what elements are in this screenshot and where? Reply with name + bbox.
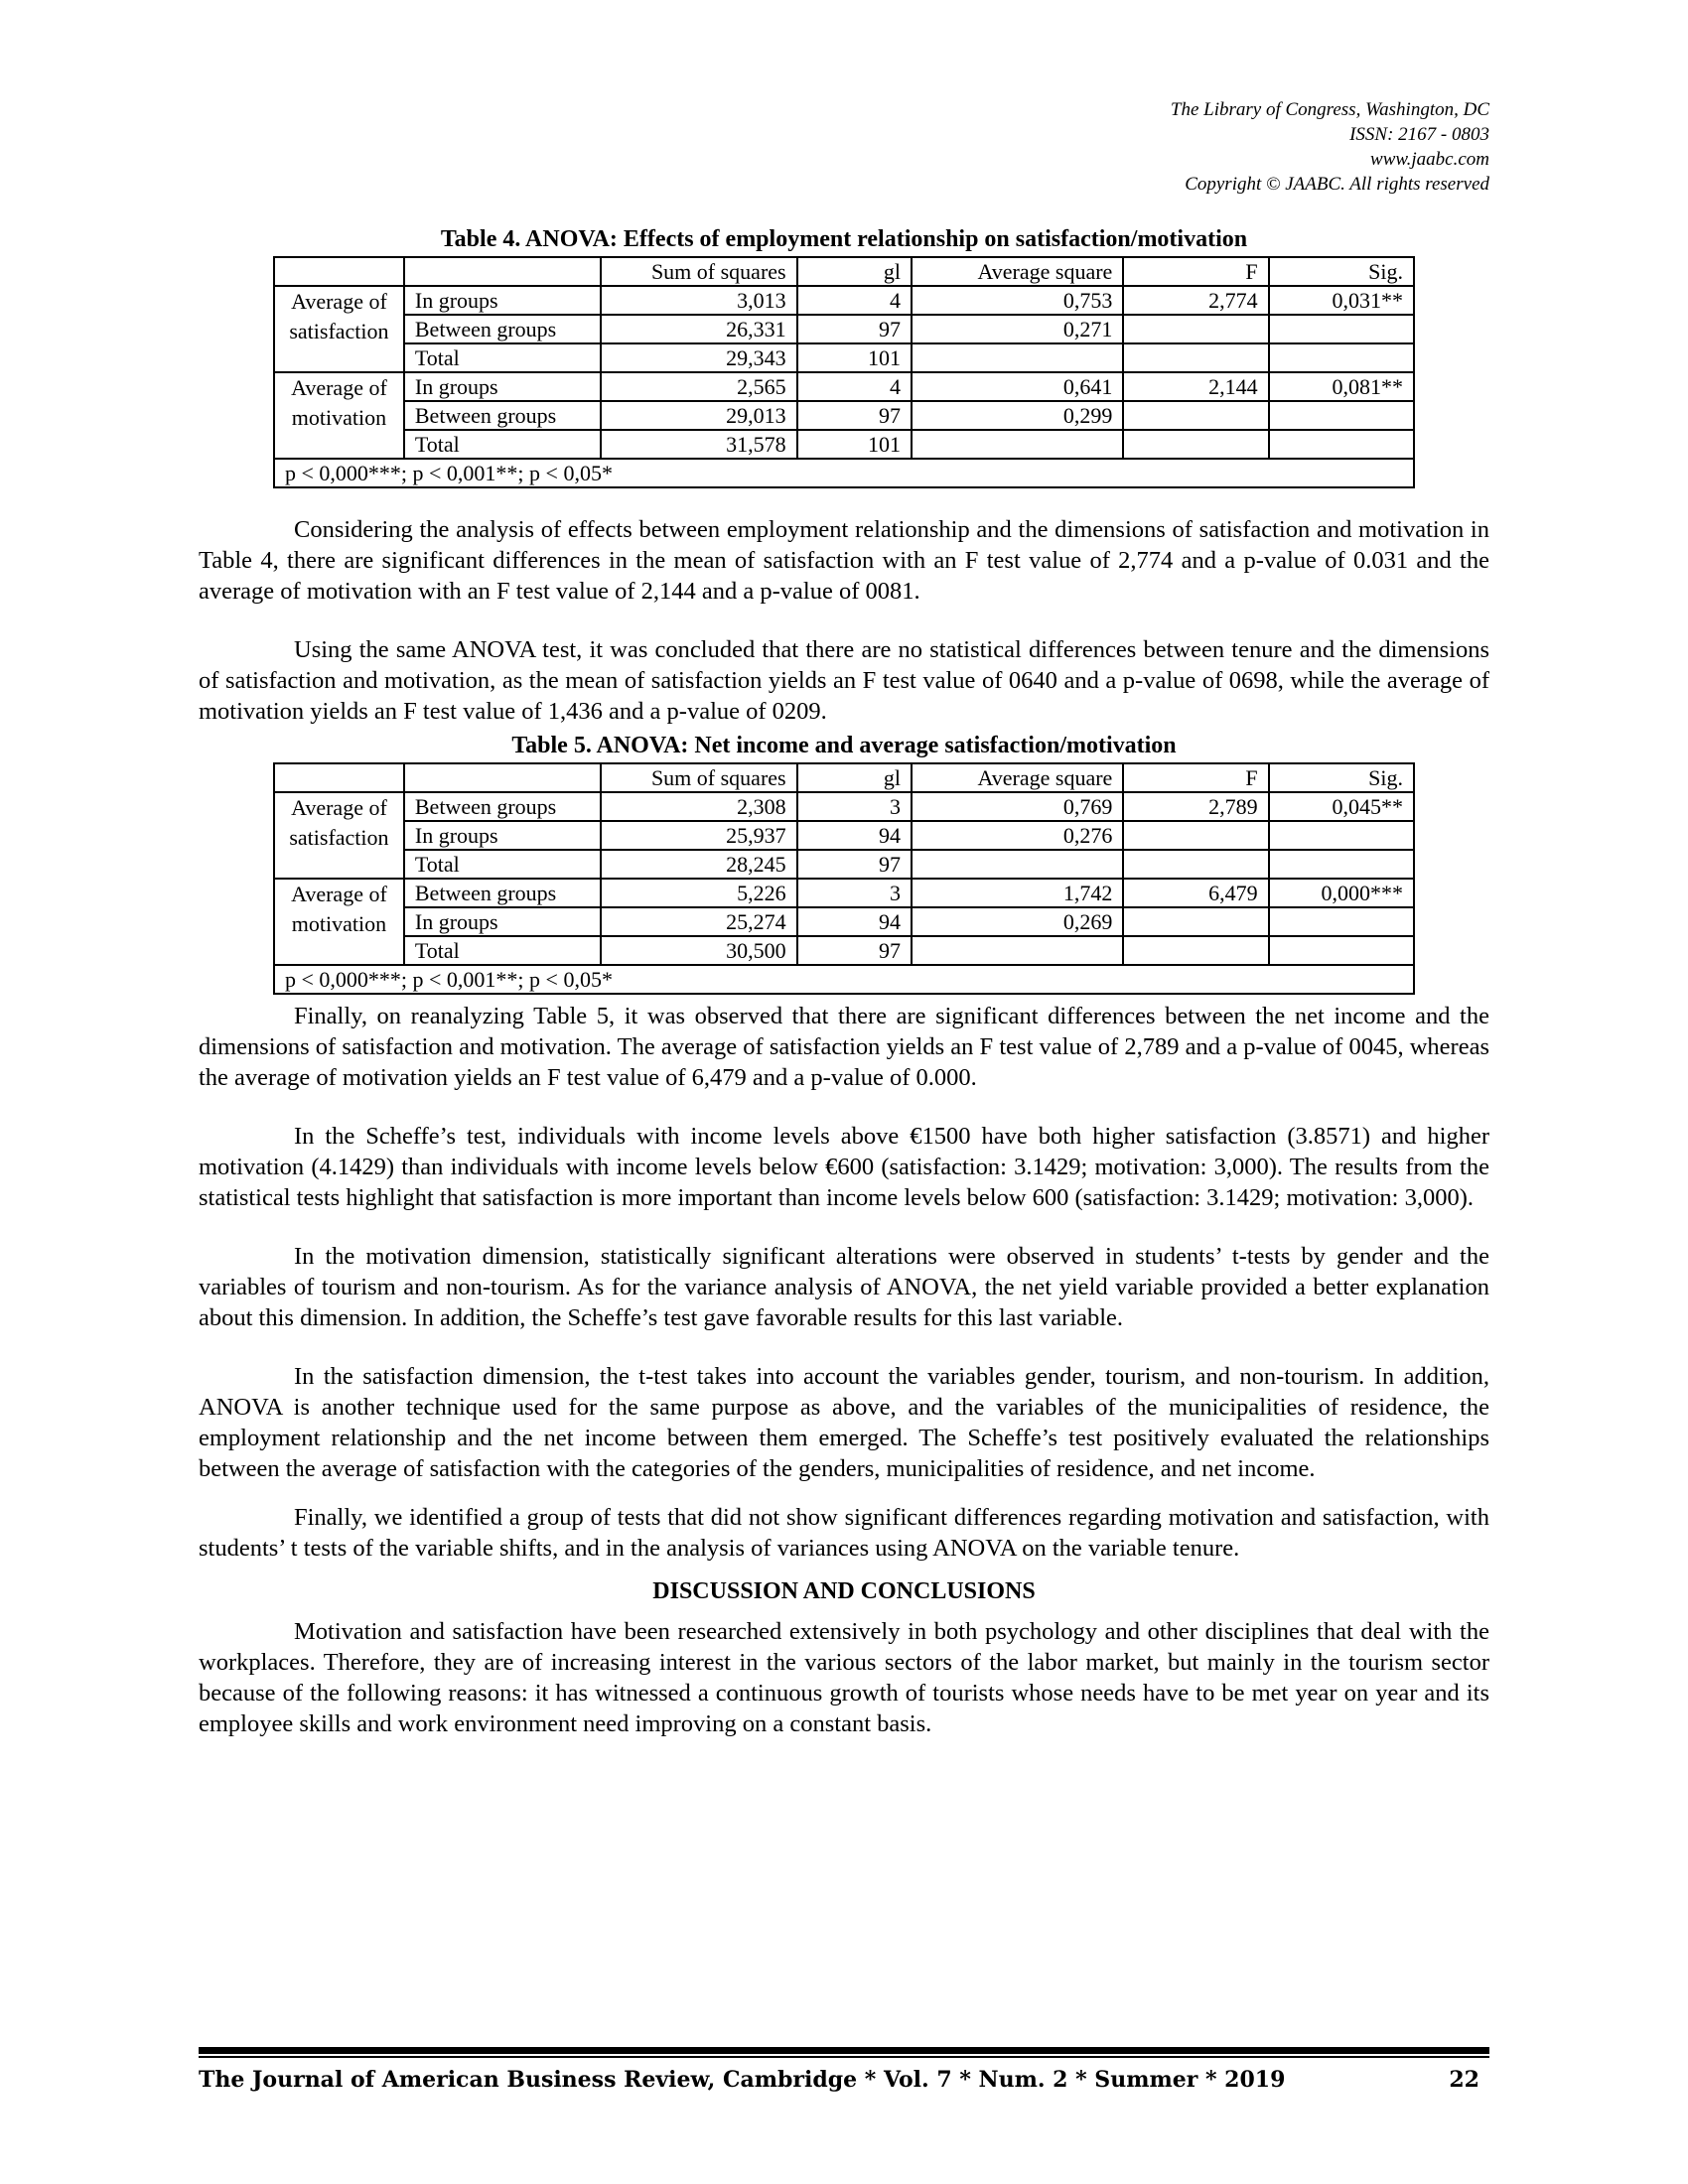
header-website: www.jaabc.com <box>1370 149 1489 170</box>
row-label: Total <box>404 430 601 459</box>
table-row <box>274 401 1414 430</box>
row-label: Between groups <box>404 879 601 907</box>
cell-f: 2,789 <box>1123 792 1268 821</box>
cell-sig <box>1269 936 1414 965</box>
paragraph: Finally, on reanalyzing Table 5, it was observed that there are significant differences between the net income and the dimensions of satisfaction and motivation. The average of satisfaction yields an F test value of 2,789 and a p-value of 0045, whereas the average of motivation yields an F test value of 6,479 and a p-value of 0.000. <box>199 1003 1489 1091</box>
table-row <box>274 286 1414 315</box>
cell-sig: 0,045** <box>1269 792 1414 821</box>
cell-sum-of-squares: 26,331 <box>601 315 797 343</box>
table-header-cell: Sum of squares <box>601 763 797 792</box>
table-4 <box>273 226 1415 488</box>
running-footer <box>199 2067 1489 2093</box>
cell-sig <box>1269 907 1414 936</box>
cell-average-square: 1,742 <box>912 879 1123 907</box>
row-label: In groups <box>404 286 601 315</box>
cell-sum-of-squares: 3,013 <box>601 286 797 315</box>
table-5 <box>273 733 1415 995</box>
table-4-footnote: p < 0,000***; p < 0,001**; p < 0,05* <box>274 459 1414 487</box>
cell-gl: 101 <box>797 430 912 459</box>
cell-f <box>1123 907 1268 936</box>
table-header-cell <box>404 257 601 286</box>
cell-average-square: 0,769 <box>912 792 1123 821</box>
table-row <box>274 430 1414 459</box>
row-label: Total <box>404 936 601 965</box>
header-copyright: Copyright © JAABC. All rights reserved <box>1185 174 1489 195</box>
cell-gl: 97 <box>797 850 912 879</box>
table-header-cell <box>274 257 404 286</box>
cell-f: 2,774 <box>1123 286 1268 315</box>
cell-average-square: 0,276 <box>912 821 1123 850</box>
table-header-cell <box>274 763 404 792</box>
header-issn: ISSN: 2167 - 0803 <box>1349 124 1489 145</box>
table-5-footnote: p < 0,000***; p < 0,001**; p < 0,05* <box>274 965 1414 994</box>
paragraph: Using the same ANOVA test, it was concluded that there are no statistical differences between tenure and the dimensions of satisfaction and motivation, as the mean of satisfaction yields an F test value of 0640 and a p-value of 0698, while the average of motivation yields an F test value of 1,436 and a p-value of 0209. <box>199 636 1489 725</box>
cell-sig: 0,031** <box>1269 286 1414 315</box>
row-group-label: Average of satisfaction <box>274 286 404 372</box>
row-label: In groups <box>404 907 601 936</box>
table-header-cell: gl <box>797 763 912 792</box>
table-row <box>274 821 1414 850</box>
cell-gl: 4 <box>797 372 912 401</box>
cell-sig <box>1269 821 1414 850</box>
table-row <box>274 936 1414 965</box>
cell-gl: 97 <box>797 401 912 430</box>
cell-sum-of-squares: 29,343 <box>601 343 797 372</box>
cell-gl: 101 <box>797 343 912 372</box>
row-group-label: Average of motivation <box>274 879 404 965</box>
row-label: Total <box>404 343 601 372</box>
table-header-cell: Sum of squares <box>601 257 797 286</box>
cell-f <box>1123 401 1268 430</box>
cell-f <box>1123 850 1268 879</box>
table-row <box>274 850 1414 879</box>
cell-sum-of-squares: 5,226 <box>601 879 797 907</box>
table-header-cell: Sig. <box>1269 763 1414 792</box>
cell-sum-of-squares: 28,245 <box>601 850 797 879</box>
cell-sum-of-squares: 25,937 <box>601 821 797 850</box>
table-header-cell: F <box>1123 257 1268 286</box>
cell-sum-of-squares: 30,500 <box>601 936 797 965</box>
cell-gl: 3 <box>797 879 912 907</box>
table-row <box>274 879 1414 907</box>
table-4-header-row <box>274 257 1414 286</box>
paragraph: Considering the analysis of effects between employment relationship and the dimensions of satisfaction and motivation in Table 4, there are significant differences in the mean of satisfaction with an F test value of 2,774 and a p-value of 0.031 and the average of motivation with an F test value of 2,144 and a p-value of 0081. <box>199 516 1489 605</box>
cell-sig <box>1269 430 1414 459</box>
table-footnote-row <box>274 459 1414 487</box>
table-header-cell: gl <box>797 257 912 286</box>
cell-average-square: 0,641 <box>912 372 1123 401</box>
cell-gl: 4 <box>797 286 912 315</box>
table-5-header-row <box>274 763 1414 792</box>
paragraph: In the satisfaction dimension, the t-test takes into account the variables gender, tourism, and non-tourism. In addition, ANOVA is another technique used for the same purpose as above, and the variables of the municipalities of residence, the employment relationship and the net income between them emerged. The Scheffe’s test positively evaluated the relationships between the average of satisfaction with the categories of the genders, municipalities of residence, and net income. <box>199 1363 1489 1482</box>
paragraph: Finally, we identified a group of tests that did not show significant differences regarding motivation and satisfaction, with students’ t tests of the variable shifts, and in the analysis of variances using ANOVA on the variable tenure. <box>199 1504 1489 1562</box>
cell-sum-of-squares: 25,274 <box>601 907 797 936</box>
cell-gl: 97 <box>797 315 912 343</box>
cell-gl: 3 <box>797 792 912 821</box>
running-header <box>1171 97 1489 197</box>
table-5-caption: Table 5. ANOVA: Net income and average satisfaction/motivation <box>511 733 1177 758</box>
table-footnote-row <box>274 965 1414 994</box>
cell-average-square: 0,299 <box>912 401 1123 430</box>
table-row <box>274 315 1414 343</box>
cell-f <box>1123 821 1268 850</box>
row-label: Between groups <box>404 792 601 821</box>
cell-f <box>1123 430 1268 459</box>
cell-sum-of-squares: 2,565 <box>601 372 797 401</box>
paragraph: Motivation and satisfaction have been researched extensively in both psychology and other disciplines that deal with the workplaces. Therefore, they are of increasing interest in the various sectors of the labor market, but mainly in the tourism sector because of the following reasons: it has witnessed a continuous growth of tourists whose needs have to be met year on year and its employee skills and work environment need improving on a constant basis. <box>199 1618 1489 1737</box>
footer-rule <box>199 2047 1489 2058</box>
table-header-cell <box>404 763 601 792</box>
cell-average-square <box>912 343 1123 372</box>
cell-average-square: 0,753 <box>912 286 1123 315</box>
cell-gl: 97 <box>797 936 912 965</box>
cell-average-square: 0,269 <box>912 907 1123 936</box>
cell-sig: 0,000*** <box>1269 879 1414 907</box>
cell-sig <box>1269 401 1414 430</box>
cell-f <box>1123 315 1268 343</box>
table-header-cell: F <box>1123 763 1268 792</box>
table-header-cell: Average square <box>912 763 1123 792</box>
section-heading: DISCUSSION AND CONCLUSIONS <box>652 1578 1036 1604</box>
cell-sum-of-squares: 2,308 <box>601 792 797 821</box>
row-label: Between groups <box>404 401 601 430</box>
cell-gl: 94 <box>797 907 912 936</box>
cell-f: 2,144 <box>1123 372 1268 401</box>
cell-sum-of-squares: 31,578 <box>601 430 797 459</box>
table-row <box>274 792 1414 821</box>
paragraph: In the motivation dimension, statistically significant alterations were observed in students’ t-tests by gender and the variables of tourism and non-tourism. As for the variance analysis of ANOVA, the net yield variable provided a better explanation about this dimension. In addition, the Scheffe’s test gave favorable results for this last variable. <box>199 1243 1489 1331</box>
cell-f <box>1123 936 1268 965</box>
row-label: Total <box>404 850 601 879</box>
row-group-label: Average of motivation <box>274 372 404 459</box>
cell-average-square <box>912 850 1123 879</box>
table-row <box>274 907 1414 936</box>
cell-sig <box>1269 850 1414 879</box>
table-row <box>274 372 1414 401</box>
cell-sum-of-squares: 29,013 <box>601 401 797 430</box>
row-label: Between groups <box>404 315 601 343</box>
cell-average-square: 0,271 <box>912 315 1123 343</box>
cell-sig <box>1269 343 1414 372</box>
row-label: In groups <box>404 821 601 850</box>
footer-journal-citation: The Journal of American Business Review, Cambridge * Vol. 7 * Num. 2 * Summer * 2019 <box>199 2067 1286 2093</box>
paragraph: In the Scheffe’s test, individuals with income levels above €1500 have both higher satisfaction (3.8571) and higher motivation (4.1429) than individuals with income levels below €600 (satisfaction: 3.1429; motivation: 3,000). The results from the statistical tests highlight that satisfaction is more important than income levels below 600 (satisfaction: 3.1429; motivation: 3,000). <box>199 1123 1489 1211</box>
page-number: 22 <box>1449 2067 1479 2093</box>
table-4-caption: Table 4. ANOVA: Effects of employment relationship on satisfaction/motivation <box>440 226 1248 252</box>
cell-f: 6,479 <box>1123 879 1268 907</box>
row-group-label: Average of satisfaction <box>274 792 404 879</box>
cell-average-square <box>912 430 1123 459</box>
page-body <box>199 226 1489 1739</box>
row-label: In groups <box>404 372 601 401</box>
table-row <box>274 343 1414 372</box>
cell-gl: 94 <box>797 821 912 850</box>
table-header-cell: Sig. <box>1269 257 1414 286</box>
table-header-cell: Average square <box>912 257 1123 286</box>
cell-sig: 0,081** <box>1269 372 1414 401</box>
cell-f <box>1123 343 1268 372</box>
cell-sig <box>1269 315 1414 343</box>
cell-average-square <box>912 936 1123 965</box>
header-institution: The Library of Congress, Washington, DC <box>1170 99 1489 120</box>
